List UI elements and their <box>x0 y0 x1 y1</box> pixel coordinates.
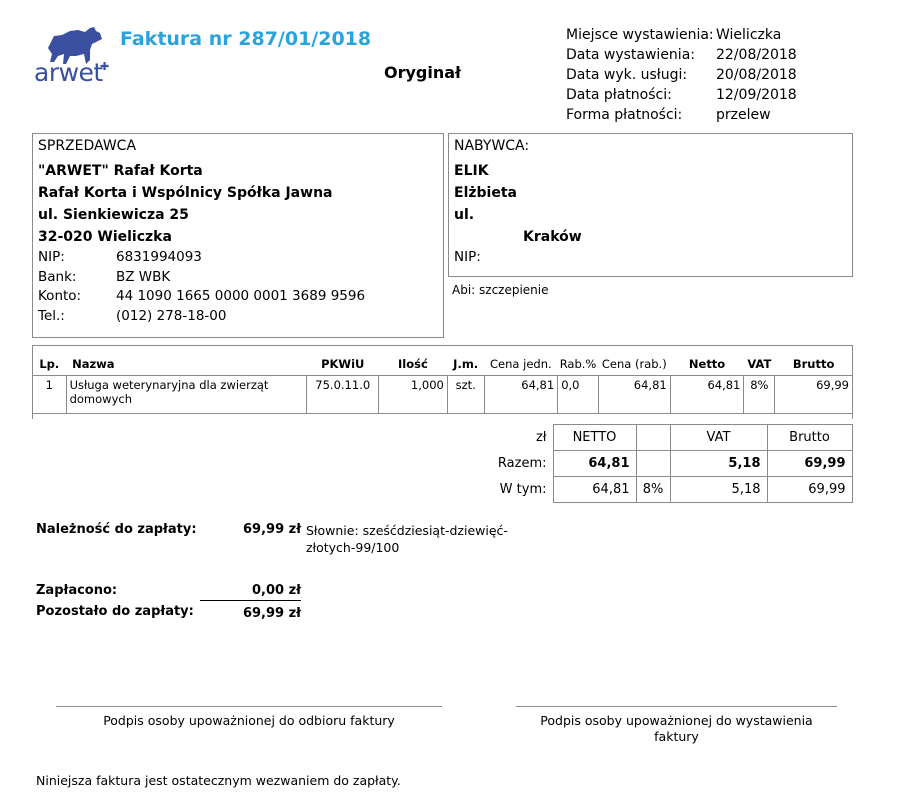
breakdown-gross: 69,99 <box>767 477 852 503</box>
total-gross: 69,99 <box>767 451 852 477</box>
seller-company: Rafał Korta i Wspólnicy Spółka Jawna <box>38 185 333 201</box>
detail-label: Konto: <box>38 288 82 304</box>
remaining-label: Pozostało do zapłaty: <box>36 604 194 619</box>
total-vat: 5,18 <box>670 451 767 477</box>
table-row <box>33 376 853 414</box>
seller-detail <box>38 307 443 327</box>
meta-value: 12/09/2018 <box>716 87 797 103</box>
amount-in-words: Słownie: sześćdziesiąt-dziewięć-złotych-99/100 <box>306 523 508 555</box>
cell-qty: 1,000 <box>379 376 448 414</box>
cell-name: Usługa weterynaryjna dla zwierząt domowych <box>66 376 307 414</box>
total-net: 64,81 <box>553 451 636 477</box>
detail-label: NIP: <box>38 249 65 265</box>
seller-detail <box>38 287 443 307</box>
breakdown-label: W tym: <box>499 482 547 497</box>
summary-breakdown-row <box>484 477 852 503</box>
col-header: Ilość <box>398 357 428 371</box>
receiver-signature <box>56 706 442 729</box>
meta-label: Data wystawienia: <box>566 47 695 63</box>
copy-label: Oryginał <box>384 63 461 82</box>
summary-total-row <box>484 451 852 477</box>
seller-street: ul. Sienkiewicza 25 <box>38 207 189 223</box>
total-label: Razem: <box>497 456 547 471</box>
issuer-signature <box>516 706 837 745</box>
currency-label: zł <box>535 430 547 445</box>
invoice-meta <box>566 25 797 125</box>
col-header: PKWiU <box>321 357 365 371</box>
total-rate <box>636 451 670 477</box>
footer-note: Niniejsza faktura jest ostatecznym wezwaniem do zapłaty. <box>36 773 401 788</box>
invoice-title: Faktura nr 287/01/2018 <box>120 28 372 50</box>
meta-label: Miejsce wystawienia: <box>566 27 714 43</box>
remaining-value: 69,99 zł <box>242 606 301 621</box>
summary-header: VAT <box>670 425 767 451</box>
summary-header: Brutto <box>767 425 852 451</box>
breakdown-vat: 5,18 <box>670 477 767 503</box>
cell-net: 64,81 <box>670 376 744 414</box>
detail-value: 6831994093 <box>116 249 202 265</box>
cell-lp: 1 <box>33 376 67 414</box>
cell-unit: szt. <box>447 376 484 414</box>
summary-header: NETTO <box>553 425 636 451</box>
meta-row <box>566 85 797 105</box>
cell-discounted-price: 64,81 <box>598 376 670 414</box>
meta-row <box>566 25 797 45</box>
summary-header <box>636 425 670 451</box>
seller-detail <box>38 248 443 268</box>
col-header: Cena (rab.) <box>601 357 667 371</box>
company-logo <box>30 22 120 88</box>
meta-label: Forma płatności: <box>566 107 683 123</box>
col-header: Nazwa <box>72 357 115 371</box>
detail-value: (012) 278-18-00 <box>116 307 227 324</box>
buyer-box <box>448 133 853 277</box>
buyer-street: ul. <box>454 207 475 223</box>
buyer-firstname: Elżbieta <box>454 185 517 201</box>
meta-row <box>566 45 797 65</box>
col-header: Cena jedn. <box>490 357 552 371</box>
col-header: Netto <box>688 357 726 371</box>
meta-value: 22/08/2018 <box>716 47 797 63</box>
buyer-name: ELIK <box>454 163 489 179</box>
seller-box <box>32 133 444 338</box>
cell-unit-price: 64,81 <box>484 376 558 414</box>
seller-detail <box>38 268 443 288</box>
cell-discount: 0,0 <box>558 376 599 414</box>
cell-gross: 69,99 <box>775 376 853 414</box>
paid-label: Zapłacono: <box>36 583 118 598</box>
col-header: VAT <box>747 357 772 371</box>
meta-value: przelew <box>716 107 771 123</box>
amount-due-label: Należność do zapłaty: <box>36 522 197 537</box>
detail-label: Bank: <box>38 268 77 285</box>
summary-table <box>484 424 853 503</box>
col-header: J.m. <box>453 357 479 371</box>
breakdown-net: 64,81 <box>553 477 636 503</box>
detail-value: 44 1090 1665 0000 0001 3689 9596 <box>116 288 366 304</box>
detail-label: Tel.: <box>38 307 65 324</box>
buyer-nip: NIP: <box>454 249 481 265</box>
buyer-city: Kraków <box>523 229 582 245</box>
seller-name: "ARWET" Rafał Korta <box>38 163 203 179</box>
invoice-note: Abi: szczepienie <box>452 283 549 297</box>
paid-value: 0,00 zł <box>200 583 301 601</box>
col-header: Brutto <box>792 357 835 371</box>
meta-value: Wieliczka <box>716 27 782 43</box>
issuer-signature-label: Podpis osoby upoważnionej do wystawienia faktury <box>540 713 813 744</box>
logo-plus-icon: ✚ <box>100 60 110 73</box>
logo-text: arwet <box>34 58 103 87</box>
buyer-header: NABYWCA: <box>454 138 530 154</box>
cell-vat: 8% <box>744 376 775 414</box>
breakdown-rate: 8% <box>636 477 670 503</box>
seller-header: SPRZEDAWCA <box>38 138 137 154</box>
meta-label: Data wyk. usługi: <box>566 67 688 83</box>
col-header: Lp. <box>39 357 60 371</box>
receiver-signature-label: Podpis osoby upoważnionej do odbioru faktury <box>103 713 395 728</box>
meta-row <box>566 105 797 125</box>
items-header-row <box>33 345 853 376</box>
col-header: Rab.% <box>559 357 597 371</box>
meta-label: Data płatności: <box>566 87 672 103</box>
cell-pkwiu: 75.0.11.0 <box>307 376 379 414</box>
summary-header-row <box>484 425 852 451</box>
items-table <box>32 345 853 414</box>
seller-city: 32-020 Wieliczka <box>38 229 172 245</box>
detail-value: BZ WBK <box>116 268 171 285</box>
amount-due-value: 69,99 zł <box>243 522 302 537</box>
meta-row <box>566 65 797 85</box>
meta-value: 20/08/2018 <box>716 67 797 83</box>
